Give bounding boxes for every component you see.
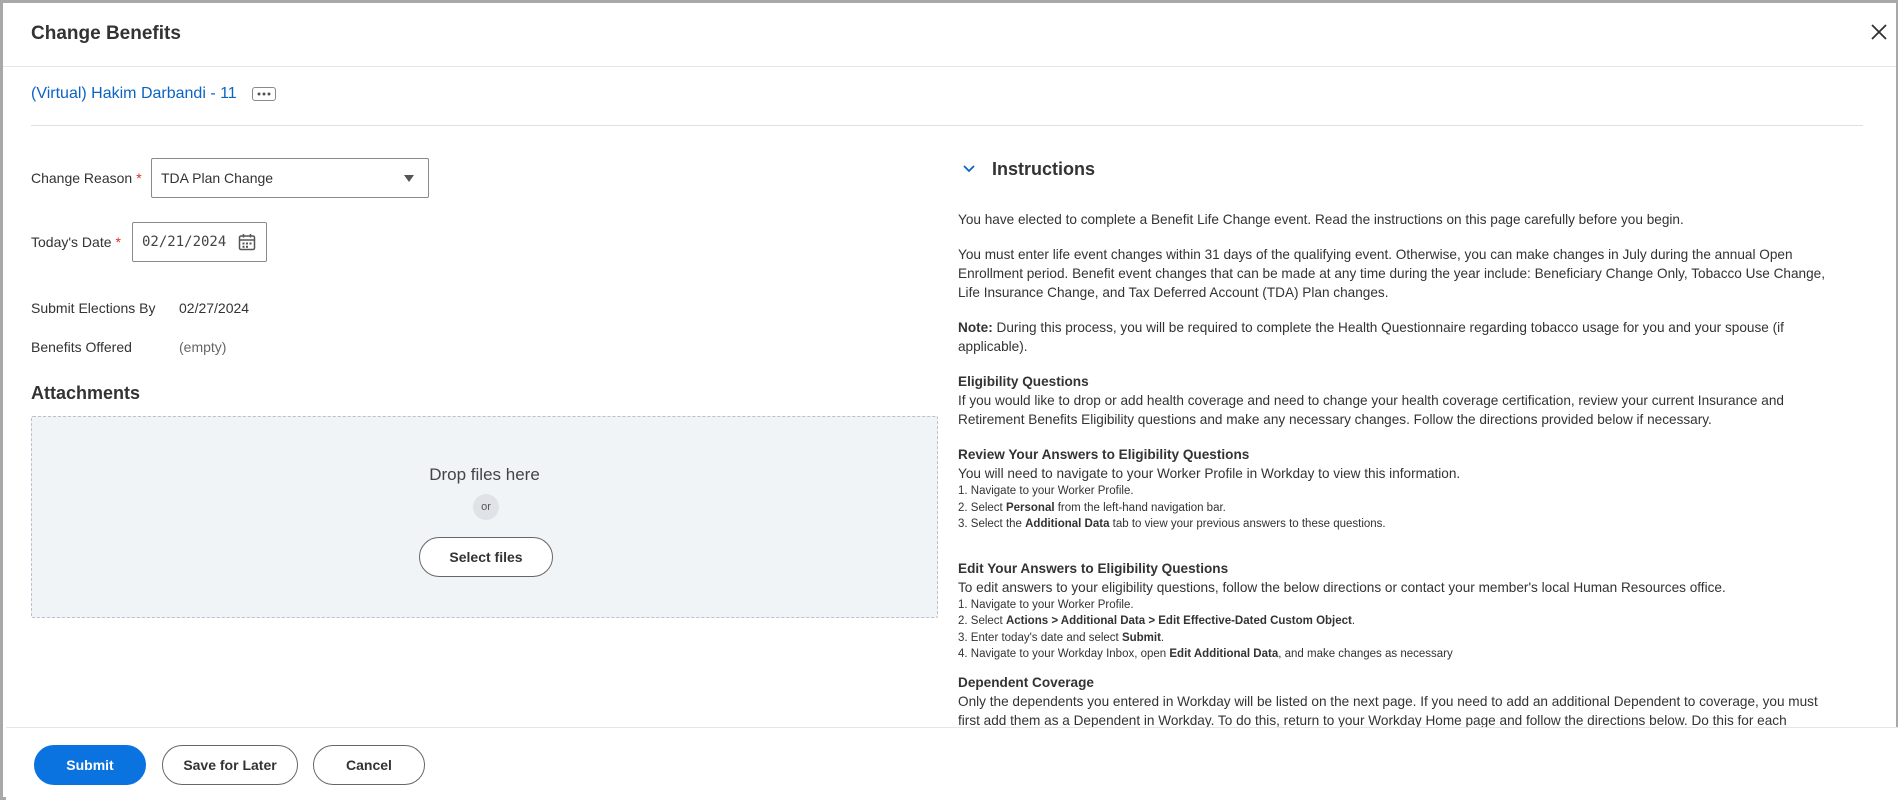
instructions-deadline: You must enter life event changes within 31 days of the qualifying event. Otherwise, you can make changes in July during the annual Open Enrollment period. Benefit event changes that can be made at any time during the year include: Beneficiary Change Only, Tobacco Use Change, Life Insurance Change, and Tax Deferred Account (TDA) Plan changes. — [958, 247, 1825, 300]
calendar-button[interactable] — [238, 233, 256, 256]
select-files-button[interactable]: Select files — [419, 537, 553, 577]
dependent-section — [958, 673, 1843, 729]
submit-by-label: Submit Elections By — [31, 300, 156, 316]
dialog-title: Change Benefits — [31, 23, 181, 44]
or-badge: or — [473, 494, 499, 520]
instructions-note: Note: During this process, you will be required to complete the Health Questionnaire regarding tobacco usage for you and your spouse (if applicable). — [958, 320, 1784, 354]
more-icon — [256, 92, 272, 96]
review-section — [958, 445, 1843, 533]
edit-heading: Edit Your Answers to Eligibility Questions — [958, 560, 1229, 576]
edit-step: 1. Navigate to your Worker Profile. — [958, 598, 1134, 611]
required-marker: * — [136, 170, 142, 186]
review-step: 1. Navigate to your Worker Profile. — [958, 485, 1134, 497]
file-dropzone[interactable] — [31, 416, 938, 618]
review-step: 2. Select Personal from the left-hand navigation bar. — [958, 501, 1226, 514]
related-actions-button[interactable] — [252, 87, 276, 101]
review-text: You will need to navigate to your Worker Profile in Workday to view this information. — [958, 466, 1461, 481]
instructions-header — [958, 158, 1095, 180]
eligibility-section — [958, 372, 1843, 429]
edit-step: 2. Select Actions > Additional Data > Edit Effective-Dated Custom Object. — [958, 615, 1356, 627]
collapse-instructions-button[interactable] — [958, 158, 980, 180]
instructions-heading: Instructions — [992, 158, 1096, 179]
submit-button[interactable]: Submit — [34, 745, 146, 785]
instructions-body — [958, 210, 1843, 728]
benefits-offered-label: Benefits Offered — [31, 339, 132, 355]
close-icon — [1870, 23, 1888, 41]
save-for-later-button[interactable]: Save for Later — [162, 745, 298, 785]
dropdown-caret-icon — [404, 175, 414, 182]
review-heading: Review Your Answers to Eligibility Questions — [958, 447, 1250, 462]
todays-date-label: Today's Date * — [31, 234, 121, 250]
dependent-heading: Dependent Coverage — [958, 674, 1094, 690]
edit-section — [958, 559, 1843, 663]
todays-date-value: 02/21/2024 — [142, 234, 227, 250]
change-reason-label: Change Reason * — [31, 170, 142, 186]
eligibility-heading: Eligibility Questions — [958, 374, 1089, 389]
required-marker: * — [115, 234, 121, 250]
attachments-heading: Attachments — [31, 383, 141, 403]
dependent-text: Only the dependents you entered in Workday will be listed on the next page. If you need to add an additional Dependent to coverage, you must first add them as a Dependent in Workday. To do this, return to your Workday Home page and follow the directions below. Do this for each — [958, 693, 1818, 728]
drop-files-text: Drop files here — [429, 465, 540, 484]
edit-text: To edit answers to your eligibility questions, follow the below directions or contact your member's local Human Resources office. — [958, 579, 1726, 595]
instructions-panel — [958, 158, 1843, 728]
worker-link[interactable]: (Virtual) Hakim Darbandi - 11 — [31, 85, 237, 102]
edit-step: 3. Enter today's date and select Submit. — [958, 631, 1165, 644]
change-reason-value: TDA Plan Change — [161, 170, 274, 186]
chevron-down-icon — [962, 164, 976, 174]
dialog-header — [3, 3, 1896, 67]
calendar-icon — [238, 233, 256, 251]
header-divider — [31, 125, 1863, 126]
submit-by-value: 02/27/2024 — [179, 300, 250, 316]
edit-step: 4. Navigate to your Workday Inbox, open Edit Additional Data, and make changes as necessary — [958, 648, 1453, 660]
instructions-intro: You have elected to complete a Benefit Life Change event. Read the instructions on this page carefully before you begin. — [958, 212, 1684, 227]
worker-row — [31, 85, 276, 103]
change-reason-select[interactable] — [151, 158, 429, 198]
cancel-button[interactable]: Cancel — [313, 745, 425, 785]
review-step: 3. Select the Additional Data tab to view your previous answers to these questions. — [958, 518, 1386, 530]
todays-date-input[interactable] — [132, 222, 267, 262]
dialog-footer — [6, 727, 1898, 800]
spacer — [958, 533, 1843, 559]
benefits-offered-value: (empty) — [179, 339, 227, 355]
eligibility-text: If you would like to drop or add health coverage and need to change your health coverage certification, review your current Insurance and Retirement Benefits Eligibility questions and make any necessary changes. Follow the directions provided below if necessary. — [958, 393, 1784, 427]
close-button[interactable] — [1864, 17, 1894, 47]
